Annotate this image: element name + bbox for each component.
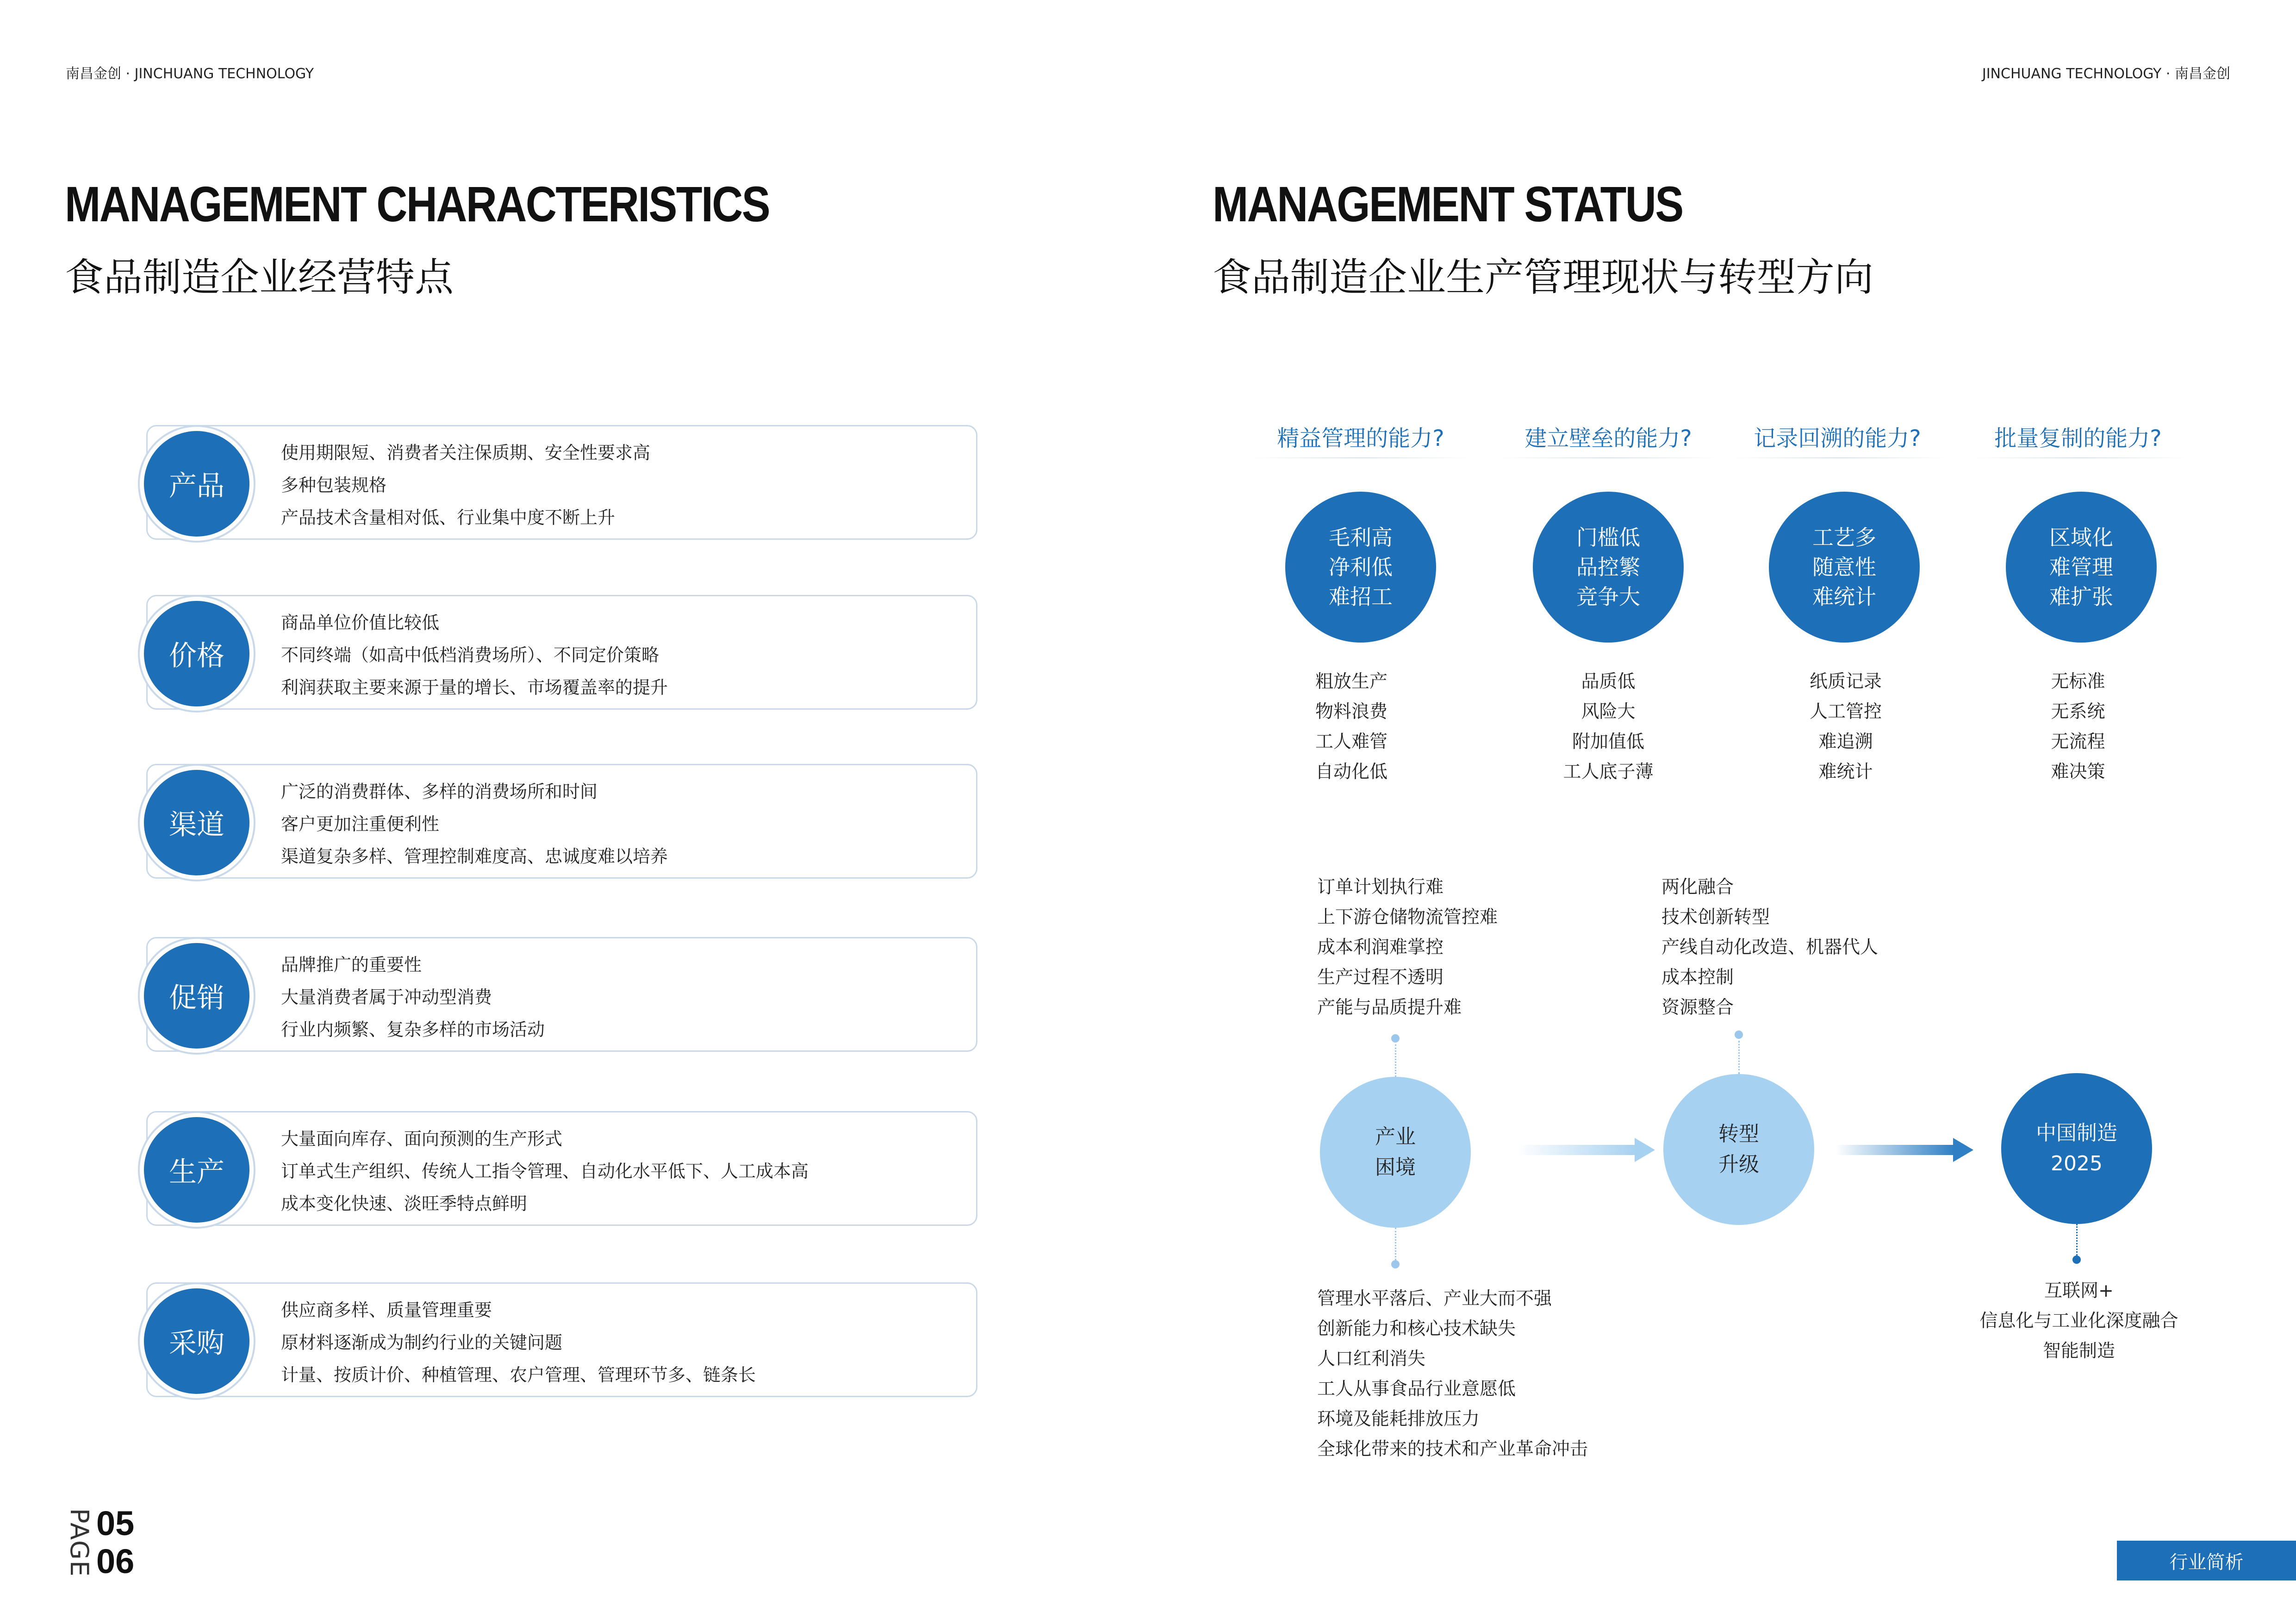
ability-question: 精益管理的能力? xyxy=(1277,425,1444,451)
circle-text: 难扩张 xyxy=(2049,584,2113,609)
right-title-en: MANAGEMENT STATUS xyxy=(1213,176,1683,232)
list-item: 资源整合 xyxy=(1661,997,1734,1018)
list-item: 人口红利消失 xyxy=(1317,1349,1426,1369)
card-label: 采购 xyxy=(169,1327,224,1360)
circle-text: 转型 xyxy=(1718,1122,1759,1146)
card-product xyxy=(146,425,977,540)
dilemma-top-list xyxy=(1317,872,1498,1023)
card-production xyxy=(146,1111,977,1226)
dilemma-circle xyxy=(1320,1077,1471,1228)
problem-item: 无标准 xyxy=(2051,671,2105,692)
arrow-right-icon xyxy=(1635,1138,1655,1162)
card-line: 行业内频繁、复杂多样的市场活动 xyxy=(281,1019,545,1040)
list-item: 技术创新转型 xyxy=(1661,907,1770,928)
question-underline xyxy=(1731,457,1948,458)
card-line: 不同终端（如高中低档消费场所）、不同定价策略 xyxy=(281,645,660,665)
ability-problems xyxy=(1810,667,1882,787)
card-badge xyxy=(144,601,249,706)
problem-item: 自动化低 xyxy=(1315,762,1388,782)
ability-problems xyxy=(1563,667,1653,787)
connector-dot xyxy=(2072,1255,2081,1264)
card-line: 广泛的消费群体、多样的消费场所和时间 xyxy=(281,781,598,802)
problem-item: 物料浪费 xyxy=(1315,701,1388,722)
ability-circle xyxy=(1285,492,1436,643)
ability-problems xyxy=(1315,667,1388,787)
card-badge xyxy=(144,431,249,537)
list-item: 创新能力和核心技术缺失 xyxy=(1317,1318,1516,1339)
circle-text: 净利低 xyxy=(1329,555,1393,580)
flow-arrow xyxy=(1517,1145,1636,1155)
list-item: 互联网+ xyxy=(2044,1280,2114,1301)
card-badge xyxy=(144,943,249,1049)
problem-item: 无流程 xyxy=(2051,731,2105,752)
list-item: 上下游仓储物流管控难 xyxy=(1317,907,1498,928)
circle-text: 难管理 xyxy=(2049,555,2113,580)
problem-item: 人工管控 xyxy=(1809,701,1882,722)
card-price xyxy=(146,595,977,710)
target-circle xyxy=(2001,1073,2152,1224)
list-item: 管理水平落后、产业大而不强 xyxy=(1317,1288,1552,1309)
circle-text: 竞争大 xyxy=(1576,584,1640,609)
card-promotion xyxy=(146,937,977,1052)
left-title-cn: 食品制造企业经营特点 xyxy=(65,255,454,300)
circle-text: 2025 xyxy=(2051,1152,2103,1175)
section-tab-label: 行业简析 xyxy=(2169,1551,2244,1573)
card-label: 生产 xyxy=(169,1156,224,1188)
page-number-right: 06 xyxy=(96,1542,135,1580)
card-line: 大量面向库存、面向预测的生产形式 xyxy=(281,1129,563,1149)
card-label: 价格 xyxy=(169,640,224,672)
flow-arrow xyxy=(1836,1145,1954,1155)
target-bottom-list xyxy=(1979,1276,2178,1366)
card-label: 渠道 xyxy=(169,809,224,841)
upgrade-circle xyxy=(1663,1074,1814,1225)
card-line: 商品单位价值比较低 xyxy=(281,612,440,633)
connector-line xyxy=(1395,1228,1396,1260)
problem-item: 粗放生产 xyxy=(1315,671,1388,692)
connector-line xyxy=(1395,1044,1396,1077)
card-line: 使用期限短、消费者关注保质期、安全性要求高 xyxy=(281,443,651,463)
problem-item: 工人难管 xyxy=(1315,731,1388,752)
card-line: 成本变化快速、淡旺季特点鲜明 xyxy=(281,1193,528,1214)
question-underline xyxy=(1250,457,1472,458)
list-item: 工人从事食品行业意愿低 xyxy=(1317,1379,1516,1399)
list-item: 环境及能耗排放压力 xyxy=(1317,1409,1480,1430)
problem-item: 附加值低 xyxy=(1572,731,1645,752)
card-label: 产品 xyxy=(169,470,224,502)
card-procurement xyxy=(146,1282,977,1397)
page-number-left: 05 xyxy=(96,1504,135,1543)
circle-text: 产业 xyxy=(1375,1125,1416,1149)
list-item: 智能制造 xyxy=(2042,1341,2116,1362)
list-item: 产线自动化改造、机器代人 xyxy=(1661,937,1879,958)
ability-problems xyxy=(2051,667,2105,787)
card-label: 促销 xyxy=(169,982,224,1014)
card-line: 计量、按质计价、种植管理、农户管理、管理环节多、链条长 xyxy=(281,1365,756,1385)
header-right-brand: JINCHUANG TECHNOLOGY · 南昌金创 xyxy=(1982,66,2230,82)
problem-item: 工人底子薄 xyxy=(1563,762,1654,782)
card-badge xyxy=(144,770,249,875)
circle-text: 难招工 xyxy=(1329,584,1393,609)
card-channel xyxy=(146,764,977,879)
connector-dot xyxy=(1735,1031,1743,1039)
circle-text: 工艺多 xyxy=(1812,525,1876,550)
arrow-right-icon xyxy=(1953,1138,1973,1162)
dilemma-bottom-list xyxy=(1317,1284,1588,1464)
circle-text: 毛利高 xyxy=(1329,525,1393,550)
card-line: 订单式生产组织、传统人工指令管理、自动化水平低下、人工成本高 xyxy=(281,1161,809,1181)
list-item: 两化融合 xyxy=(1661,877,1734,898)
problem-item: 难决策 xyxy=(2051,762,2105,782)
card-line: 利润获取主要来源于量的增长、市场覆盖率的提升 xyxy=(281,677,668,698)
card-line: 品牌推广的重要性 xyxy=(281,955,422,975)
question-underline xyxy=(1497,457,1719,458)
problem-item: 难追溯 xyxy=(1818,731,1873,752)
circle-text: 中国制造 xyxy=(2036,1121,2117,1145)
problem-item: 品质低 xyxy=(1581,671,1636,692)
connector-dot xyxy=(1391,1260,1400,1268)
list-item: 成本控制 xyxy=(1661,967,1734,988)
card-line: 大量消费者属于冲动型消费 xyxy=(281,987,492,1007)
list-item: 成本利润难掌控 xyxy=(1317,937,1444,958)
left-title-en: MANAGEMENT CHARACTERISTICS xyxy=(65,176,770,232)
ability-question: 建立壁垒的能力? xyxy=(1524,425,1692,451)
list-item: 订单计划执行难 xyxy=(1317,877,1444,898)
ability-question: 记录回溯的能力? xyxy=(1754,425,1921,451)
question-underline xyxy=(1972,457,2189,458)
circle-text: 门槛低 xyxy=(1576,525,1640,550)
connector-line xyxy=(1738,1041,1740,1074)
page-label: PAGE xyxy=(65,1508,94,1578)
card-line: 原材料逐渐成为制约行业的关键问题 xyxy=(281,1332,563,1353)
card-line: 渠道复杂多样、管理控制难度高、忠诚度难以培养 xyxy=(281,846,668,867)
circle-text: 区域化 xyxy=(2049,525,2113,550)
section-tab xyxy=(2117,1541,2296,1580)
card-line: 供应商多样、质量管理重要 xyxy=(281,1300,492,1320)
circle-text: 随意性 xyxy=(1812,555,1876,580)
ability-circle xyxy=(2006,492,2157,643)
card-badge xyxy=(144,1117,249,1223)
card-line: 产品技术含量相对低、行业集中度不断上升 xyxy=(281,507,616,528)
circle-text: 品控繁 xyxy=(1576,555,1640,580)
list-item: 产能与品质提升难 xyxy=(1317,997,1462,1018)
circle-text: 难统计 xyxy=(1812,584,1876,609)
card-line: 多种包装规格 xyxy=(281,475,387,495)
card-badge xyxy=(144,1288,249,1394)
list-item: 信息化与工业化深度融合 xyxy=(1979,1311,2178,1331)
problem-item: 无系统 xyxy=(2051,701,2105,722)
header-left-brand: 南昌金创 · JINCHUANG TECHNOLOGY xyxy=(66,66,314,82)
ability-circle xyxy=(1533,492,1684,643)
list-item: 生产过程不透明 xyxy=(1317,967,1444,988)
connector-line xyxy=(2076,1224,2078,1255)
right-title-cn: 食品制造企业生产管理现状与转型方向 xyxy=(1213,255,1874,300)
ability-question: 批量复制的能力? xyxy=(1994,425,2162,451)
problem-item: 风险大 xyxy=(1581,701,1636,722)
ability-circle xyxy=(1769,492,1920,643)
problem-item: 难统计 xyxy=(1818,762,1873,782)
card-line: 客户更加注重便利性 xyxy=(281,814,440,834)
connector-dot xyxy=(1391,1034,1400,1043)
list-item: 全球化带来的技术和产业革命冲击 xyxy=(1317,1439,1588,1460)
circle-text: 困境 xyxy=(1375,1156,1416,1179)
upgrade-top-list xyxy=(1661,872,1878,1023)
problem-item: 纸质记录 xyxy=(1809,671,1882,692)
circle-text: 升级 xyxy=(1718,1153,1759,1176)
